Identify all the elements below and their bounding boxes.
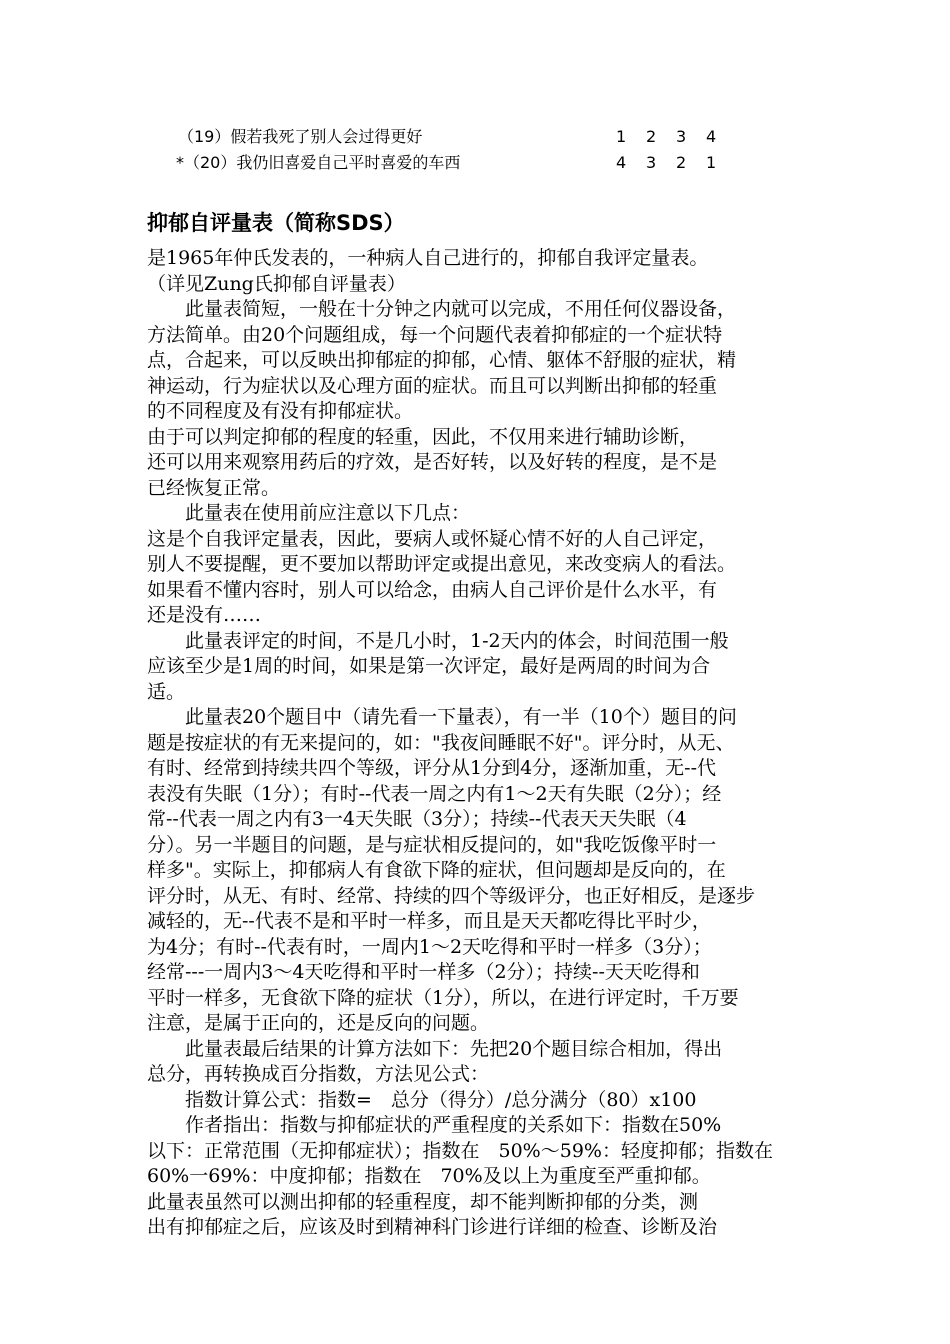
paragraph-line: 为4分；有时--代表有时，一周内1～2天吃得和平时一样多（3分）； [147, 935, 712, 958]
paragraph-line: 还是没有…… [147, 604, 262, 626]
paragraph-line: 还可以用来观察用药后的疗效，是否好转，以及好转的程度，是不是 [147, 451, 718, 473]
paragraph-line: 注意，是属于正向的，还是反向的问题。 [147, 1012, 490, 1034]
score-1: 4 [616, 153, 627, 172]
score-3: 3 [676, 127, 687, 146]
body-text [147, 246, 817, 1241]
paragraph-line: 由于可以判定抑郁的程度的轻重，因此，不仅用来进行辅助诊断， [147, 425, 699, 448]
paragraph-line: 经常---一周内3～4天吃得和平时一样多（2分）；持续--天天吃得和 [147, 961, 700, 983]
section-heading: 抑郁自评量表（简称SDS） [147, 211, 405, 235]
paragraph-line: 已经恢复正常。 [147, 476, 281, 499]
score-1: 1 [616, 127, 627, 146]
paragraph-line: 点，合起来，可以反映出抑郁症的抑郁，心情、躯体不舒服的症状，精 [147, 349, 737, 371]
paragraph-line: 分）。另一半题目的问题，是与症状相反提问的，如"我吃饭像平时一 [147, 833, 717, 856]
score-3: 2 [676, 153, 687, 172]
paragraph-line: 神运动，行为症状以及心理方面的症状。而且可以判断出抑郁的轻重 [147, 374, 718, 397]
question-text: *（20）我仍旧喜爱自己平时喜爱的车西 [176, 153, 461, 172]
score-2: 2 [646, 127, 657, 146]
paragraph-line: 此量表评定的时间，不是几小时，1-2天内的体会，时间范围一般 [147, 629, 729, 652]
paragraph-line: 此量表简短，一般在十分钟之内就可以完成，不用任何仪器设备， [147, 298, 737, 320]
question-scores [616, 126, 736, 148]
paragraph-line: 如果看不懂内容时，别人可以给念，由病人自己评价是什么水平，有 [147, 578, 718, 601]
paragraph-line: 此量表虽然可以测出抑郁的轻重程度，却不能判断抑郁的分类，测 [147, 1190, 699, 1213]
paragraph-line: 指数计算公式：指数= 总分（得分）/总分满分（80）x100 [147, 1088, 697, 1111]
paragraph-line: 样多"。实际上，抑郁病人有食欲下降的症状，但问题却是反向的，在 [147, 859, 726, 881]
paragraph-line: 平时一样多，无食欲下降的症状（1分），所以，在进行评定时，千万要 [147, 986, 739, 1009]
paragraph-line: 出有抑郁症之后，应该及时到精神科门诊进行详细的检查、诊断及治 [147, 1216, 718, 1238]
paragraph-line: 题是按症状的有无来提问的，如："我夜间睡眠不好"。评分时，从无、 [147, 731, 735, 754]
paragraph-line: 作者指出：指数与抑郁症状的严重程度的关系如下：指数在50% [147, 1114, 722, 1136]
question-text: （19）假若我死了别人会过得更好 [178, 127, 423, 146]
paragraph-line: 60%一69%：中度抑郁；指数在 70%及以上为重度至严重抑郁。 [147, 1165, 711, 1187]
score-4: 4 [706, 127, 717, 146]
paragraph-line: 减轻的，无--代表不是和平时一样多，而且是天天都吃得比平时少， [147, 910, 711, 932]
paragraph-line: 评分时，从无、有时、经常、持续的四个等级评分，也正好相反，是逐步 [147, 884, 756, 907]
paragraph-line: 应该至少是1周的时间，如果是第一次评定，最好是两周的时间为合 [147, 655, 711, 677]
paragraph-line: 此量表最后结果的计算方法如下：先把20个题目综合相加，得出 [147, 1037, 723, 1060]
paragraph-line: 方法简单。由20个问题组成，每一个问题代表着抑郁症的一个症状特 [147, 323, 723, 346]
paragraph-line: 总分，再转换成百分指数，方法见公式： [147, 1063, 490, 1085]
paragraph-line: 有时、经常到持续共四个等级，评分从1分到4分，逐渐加重，无--代 [147, 757, 717, 779]
paragraph-line: 以下：正常范围（无抑郁症状）；指数在 50%～59%：轻度抑郁；指数在 [147, 1139, 773, 1162]
question-scores [616, 152, 736, 174]
paragraph-line: （详见Zung氏抑郁自评量表） [147, 272, 406, 295]
paragraph-line: 常--代表一周之内有3一4天失眠（3分）；持续--代表天天失眠（4 [147, 808, 687, 830]
paragraph-line: 是1965年仲氏发表的，一种病人自己进行的，抑郁自我评定量表。 [147, 247, 709, 269]
paragraph-line: 适。 [147, 680, 186, 703]
paragraph-line: 这是个自我评定量表，因此，要病人或怀疑心情不好的人自己评定， [147, 527, 718, 550]
paragraph-line: 此量表20个题目中（请先看一下量表），有一半（10个）题目的问 [147, 706, 737, 728]
paragraph-line: 表没有失眠（1分）；有时--代表一周之内有1～2天有失眠（2分）；经 [147, 782, 722, 805]
score-2: 3 [646, 153, 657, 172]
score-4: 1 [706, 153, 717, 172]
paragraph-line: 此量表在使用前应注意以下几点： [147, 502, 471, 524]
paragraph-line: 的不同程度及有没有抑郁症状。 [147, 400, 414, 422]
paragraph-line: 别人不要提醒，更不要加以帮助评定或提出意见，来改变病人的看法。 [147, 553, 737, 575]
